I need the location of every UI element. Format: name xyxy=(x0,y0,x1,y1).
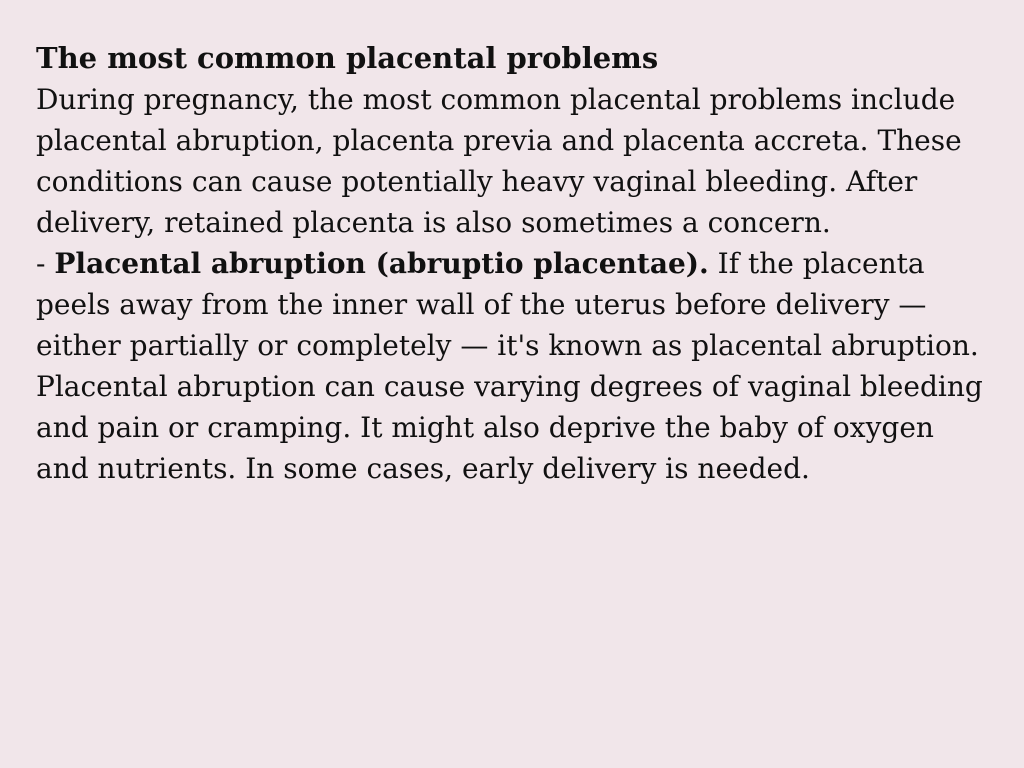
slide-content xyxy=(36,38,986,489)
intro-paragraph: During pregnancy, the most common placental problems include placental abruption, placenta previa and placenta accreta. These conditions can cause potentially heavy vaginal bleeding. After delivery, retained placenta is also sometimes a concern. xyxy=(36,83,962,239)
bullet-term: Placental abruption (abruptio placentae). xyxy=(54,247,709,280)
bullet-placental-abruption xyxy=(36,243,986,489)
bullet-text: If the placenta peels away from the inner wall of the uterus before delivery — either partially or completely — it's known as placental abruption. Placental abruption can cause varying degrees of vaginal bleeding and pain or cramping. It might also deprive the baby of oxygen and nutrients. In some cases, early delivery is needed. xyxy=(36,247,983,485)
slide-title: The most common placental problems xyxy=(36,41,659,75)
bullet-marker: - xyxy=(36,247,46,280)
